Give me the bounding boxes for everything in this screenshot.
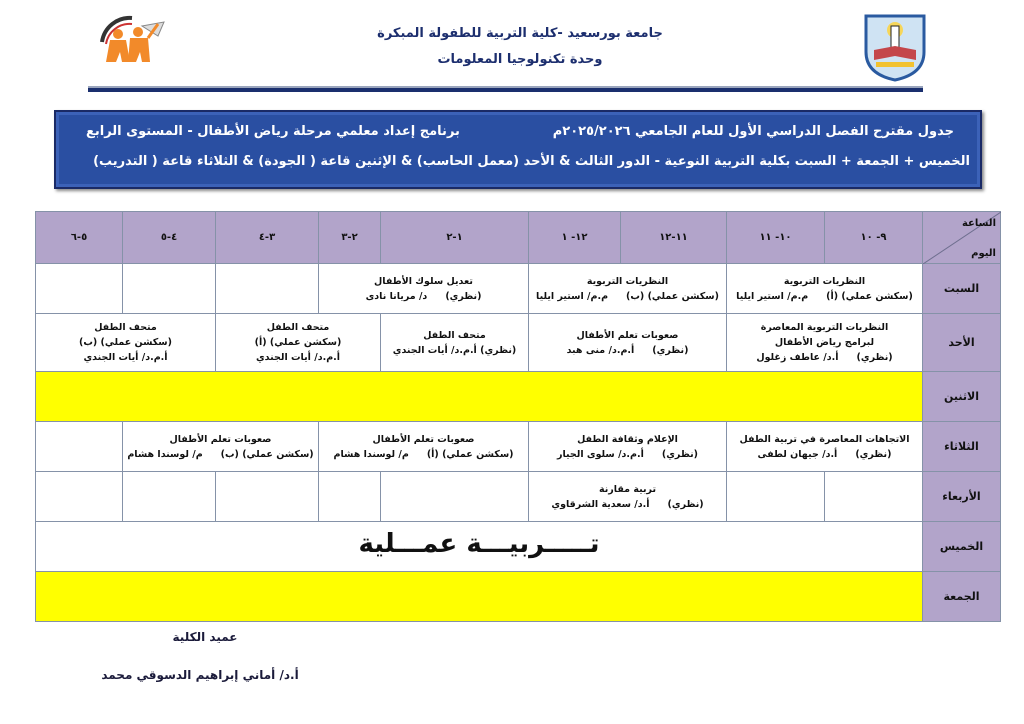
class-cell <box>319 264 529 314</box>
time-header: ٤-٥ <box>123 212 216 264</box>
instructor: د/ مريانا نادى <box>365 290 428 302</box>
time-header: ١٠- ١١ <box>727 212 825 264</box>
holiday-cell <box>36 372 923 422</box>
course-title: الاتجاهات المعاصرة في تربية الطفل <box>739 433 910 445</box>
class-cell <box>727 264 923 314</box>
instructor: أ.م.د/ أيات الجندي <box>255 352 341 363</box>
course-title: متحف الطفل <box>266 322 330 333</box>
class-cell <box>529 314 727 372</box>
time-header: ١-٢ <box>381 212 529 264</box>
class-cell <box>529 472 727 522</box>
row-thursday <box>36 522 1001 572</box>
course-title: صعوبات تعلم الأطفال <box>169 433 272 445</box>
instructor: أ.م.د/ منى هبد <box>566 344 635 356</box>
instructor: م/ لوسندا هشام <box>127 448 203 460</box>
course-title-line2: لبرامج رياض الأطفال <box>774 337 875 348</box>
class-cell <box>727 422 923 472</box>
empty-cell <box>36 472 123 522</box>
time-header: ١١-١٢ <box>621 212 727 264</box>
corner-day-label: اليوم <box>971 248 996 259</box>
session-type: (سكشن عملي) (أ) <box>826 290 913 302</box>
time-header: ٩- ١٠ <box>825 212 923 264</box>
empty-cell <box>319 472 381 522</box>
course-title: تربية مقارنة <box>598 483 657 495</box>
banner-locations: الخميس + الجمعة + السبت بكلية التربية النوعية - الدور الثالث & الأحد (معمل الحاسب) & الإثنين قاعة ( الجودة) & الثلاثاء قاعة ( التدريب) <box>93 154 970 169</box>
day-wednesday: الأربعاء <box>923 472 1001 522</box>
course-title: النظريات التربوية المعاصرة <box>760 322 889 333</box>
instructor: أ.م.د/ أيات الجندي <box>83 352 168 363</box>
day-monday: الاثنين <box>923 372 1001 422</box>
dean-name: أ.د/ أماني إبراهيم الدسوقي محمد <box>101 668 299 682</box>
session-type: (نظري) <box>445 290 482 302</box>
day-tuesday: الثلاثاء <box>923 422 1001 472</box>
instructor: م.م/ استير ايليا <box>736 290 809 302</box>
time-header: ٣-٤ <box>216 212 319 264</box>
empty-cell <box>216 472 319 522</box>
session-type: (سكشن عملي) (أ) <box>254 337 342 348</box>
class-cell <box>123 422 319 472</box>
university-logo <box>862 12 928 82</box>
practical-training-label: تـــــربيـــة عمـــلية <box>358 528 600 559</box>
instructor: م/ لوسندا هشام <box>333 448 409 460</box>
course-title: صعوبات تعلم الأطفال <box>576 329 679 341</box>
empty-cell <box>825 472 923 522</box>
session-type: (نظري) <box>652 344 689 356</box>
empty-cell <box>36 264 123 314</box>
instructor: أ.د/ جيهان لطفى <box>757 448 838 460</box>
schedule-table <box>35 211 1000 621</box>
class-cell <box>36 314 216 372</box>
course-title: متحف الطفل <box>94 322 157 333</box>
time-header: ٢-٣ <box>319 212 381 264</box>
course-title: صعوبات تعلم الأطفال <box>372 433 475 445</box>
session-type: (نظري) <box>856 352 893 363</box>
class-cell <box>319 422 529 472</box>
dean-title: عميد الكلية <box>172 630 238 644</box>
course-title: النظريات التربوية <box>586 275 669 287</box>
session-type: (سكشن عملي) (أ) <box>426 448 514 460</box>
empty-cell <box>123 472 216 522</box>
empty-cell <box>216 264 319 314</box>
header-row <box>36 212 1001 264</box>
holiday-cell <box>36 572 923 622</box>
session-type: (نظري) <box>480 344 517 356</box>
instructor: أ.د/ سعدية الشرقاوي <box>551 498 650 510</box>
course-title: تعديل سلوك الأطفال <box>374 275 473 287</box>
header-divider <box>88 86 923 92</box>
session-type: (سكشن عملي) (ب) <box>220 448 314 460</box>
class-cell <box>529 422 727 472</box>
day-friday: الجمعة <box>923 572 1001 622</box>
row-sunday <box>36 314 1001 372</box>
course-title: النظريات التربوية <box>783 275 866 287</box>
corner-hour-label: الساعة <box>961 218 996 229</box>
class-cell <box>381 314 529 372</box>
empty-cell <box>727 472 825 522</box>
session-type: (نظري) <box>661 448 698 460</box>
day-thursday: الخميس <box>923 522 1001 572</box>
row-saturday <box>36 264 1001 314</box>
it-unit-title: وحدة تكنولوجيا المعلومات <box>437 52 603 67</box>
schedule-banner <box>54 110 982 189</box>
instructor: أ.م.د/ أيات الجندي <box>392 344 477 356</box>
session-type: (سكشن عملي) (ب) <box>626 290 719 302</box>
course-title: متحف الطفل <box>423 329 486 341</box>
row-tuesday <box>36 422 1001 472</box>
class-cell <box>529 264 727 314</box>
row-friday <box>36 572 1001 622</box>
session-type: (نظري) <box>855 448 892 460</box>
session-type: (سكشن عملي) (ب) <box>79 337 172 348</box>
course-title: الإعلام وثقافة الطفل <box>577 433 678 445</box>
banner-semester-title: جدول مقترح الفصل الدراسي الأول للعام الجامعي ٢٠٢٥/٢٠٢٦م <box>552 124 954 139</box>
day-saturday: السبت <box>923 264 1001 314</box>
faculty-logo <box>92 12 168 82</box>
instructor: أ.د/ عاطف زغلول <box>756 352 839 363</box>
instructor: أ.م.د/ سلوى الجيار <box>557 448 644 460</box>
class-cell <box>727 314 923 372</box>
empty-cell <box>381 472 529 522</box>
instructor: م.م/ استير ايليا <box>536 290 609 302</box>
class-cell <box>216 314 381 372</box>
practical-training-cell <box>36 522 923 572</box>
time-header: ٥-٦ <box>36 212 123 264</box>
row-wednesday <box>36 472 1001 522</box>
empty-cell <box>123 264 216 314</box>
university-faculty-title: جامعة بورسعيد -كلية التربية للطفولة المبكرة <box>377 26 663 41</box>
row-monday <box>36 372 1001 422</box>
session-type: (نظري) <box>667 498 704 510</box>
day-sunday: الأحد <box>923 314 1001 372</box>
corner-cell <box>923 212 1001 264</box>
banner-program-title: برنامج إعداد معلمي مرحلة رياض الأطفال - المستوى الرابع <box>86 124 460 139</box>
empty-cell <box>36 422 123 472</box>
time-header: ١٢- ١ <box>529 212 621 264</box>
